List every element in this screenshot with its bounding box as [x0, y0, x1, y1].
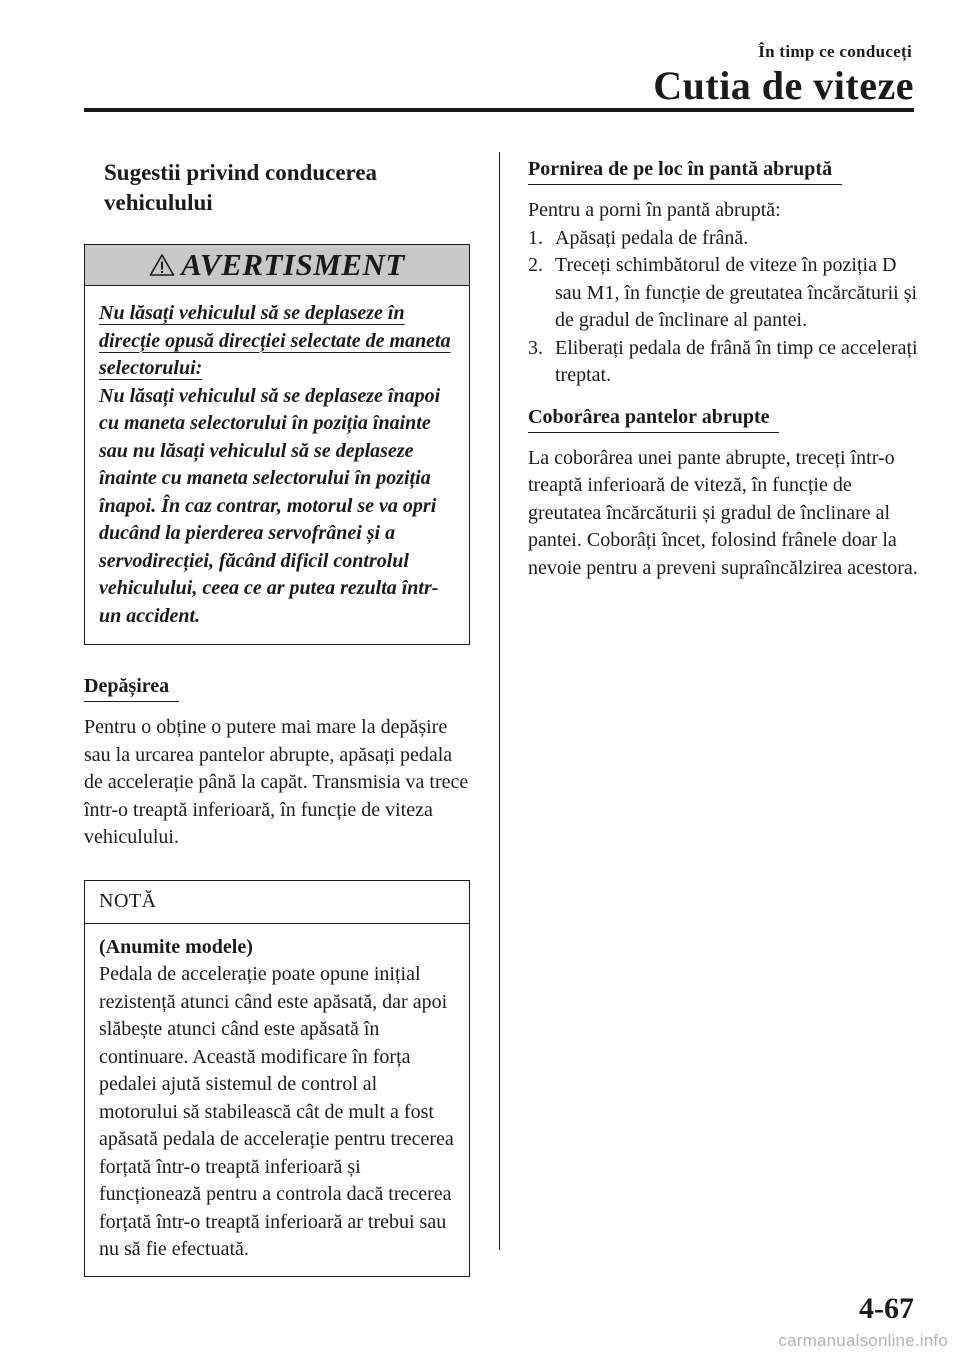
step-text: Eliberați pedala de frână în timp ce accelerați treptat. [555, 336, 918, 386]
page-number: 4-67 [859, 1292, 914, 1325]
warning-heading: AVERTISMENT [181, 247, 405, 282]
overtaking-text: Pentru o obține o putere mai mare la depășire sau la urcarea pantelor abrupte, apăsați pedala de accelerație până la capăt. Transmisia va trece într-o treaptă inferioară, în funcție de viteza vehiculului. [84, 716, 469, 848]
warning-text: Nu lăsați vehiculul să se deplaseze înapoi cu maneta selectorului în poziția înainte sau nu lăsați vehiculul să se deplaseze înainte cu maneta selectorului în poziția înapoi. În caz contrar, motorul se va opri ducând la pierderea servofrânei și a servodirecției, făcând dificil controlul vehiculului, ceea ce ar putea rezulta într-un accident. [99, 384, 441, 627]
step-number: 1. [528, 226, 543, 249]
step-text: Treceți schimbătorul de viteze în poziția D sau M1, în funcție de greutatea încărcăturii și de gradul de înclinare al pantei. [555, 254, 918, 331]
warning-lead: Nu lăsați vehiculul să se deplaseze în direcție opusă direcției selectate de maneta selectorului: [99, 302, 451, 379]
right-column [528, 158, 918, 582]
note-heading: NOTĂ [85, 881, 469, 924]
overtaking-heading: Depășirea [84, 675, 169, 702]
section-label: În timp ce conduceți [758, 42, 912, 61]
step-text: Apăsați pedala de frână. [555, 226, 749, 249]
step-number: 2. [528, 254, 543, 276]
descent-heading: Coborârea pantelor abrupte [528, 406, 769, 433]
warning-box [84, 244, 470, 645]
header-divider [84, 108, 914, 112]
section-subtitle: Sugestii privind conducerea vehiculului [104, 160, 378, 215]
steep-start-heading: Pornirea de pe loc în pantă abruptă [528, 158, 832, 185]
warning-body [85, 286, 469, 644]
note-subheading: (Anumite modele) [99, 935, 253, 958]
note-text: Pedala de accelerație poate opune inițial rezistență atunci când este apăsată, dar apoi slăbește atunci când este apăsată în continuare. Această modificare în forța pedalei ajută sistemul de control al motorului să stabilească cât de mult a fost apăsată pedala de accelerație pentru trecerea forțată într-o treaptă inferioară și funcționează pentru a controla dacă trecerea forțată într-o treaptă inferioară ar trebui sau nu să fie efectuată. [99, 963, 454, 1260]
list-item [528, 252, 918, 335]
page-title: Cutia de viteze [653, 63, 914, 108]
note-body [85, 924, 469, 1276]
list-item [528, 225, 918, 253]
list-item [528, 335, 918, 390]
steep-start-intro: Pentru a porni în pantă abruptă: [528, 199, 781, 221]
column-divider [499, 152, 500, 1250]
watermark: carmanualsonline.info [778, 1331, 948, 1350]
left-column [84, 158, 470, 1277]
warning-header [85, 245, 469, 286]
step-number: 3. [528, 336, 543, 359]
note-box [84, 880, 470, 1277]
descent-text: La coborârea unei pante abrupte, treceți într-o treaptă inferioară de viteză, în funcție de greutatea încărcăturii și gradul de înclinare al pantei. Coborâți încet, folosind frânele doar la nevoie pentru a preveni supraîncălzirea acestora. [528, 446, 918, 579]
steep-start-steps [528, 225, 918, 390]
warning-triangle-icon [149, 253, 175, 277]
